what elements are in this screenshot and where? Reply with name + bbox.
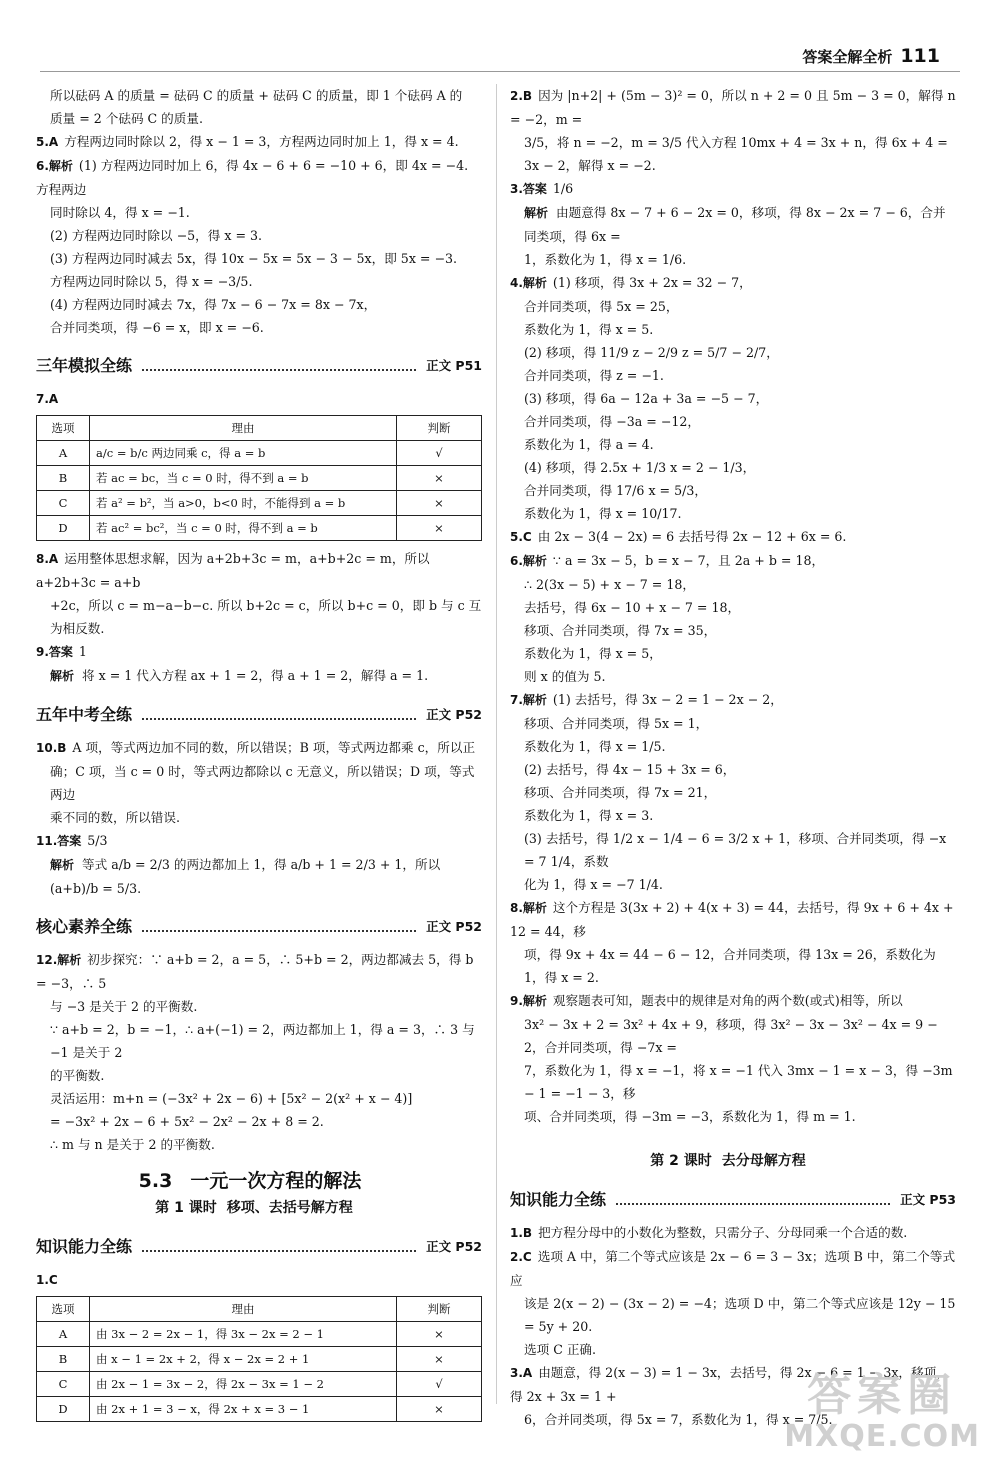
text-line: 6，合并同类项，得 5x = 7，系数化为 1，得 x = 7/5. [524, 1412, 833, 1427]
text-line: 项、合并同类项，得 −3m = −3，系数化为 1，得 m = 1. [524, 1109, 856, 1124]
text-line: (4) 移项，得 2.5x + 1/3 x = 2 − 1/3， [524, 460, 756, 475]
text-line: (4) 方程两边同时减去 7x，得 7x − 6 − 7x = 8x − 7x， [50, 297, 377, 312]
text-line: (3) 方程两边同时减去 5x，得 10x − 5x = 5x − 3 − 5x，即 5x = −3. [50, 251, 458, 266]
text-line: 与 −3 是关于 2 的平衡数. [50, 999, 198, 1014]
header-title: 答案全解全析 [802, 48, 893, 66]
watermark: 答案圈 MXQE.COM [784, 1370, 980, 1454]
answer-10: 10.B A 项，等式两边加不同的数，所以错误；B 项，等式两边都乘 c，所以正 [36, 740, 476, 755]
lesson-heading: 第 1 课时 移项、去括号解方程 [155, 1200, 353, 1216]
table-row: A 由 3x − 2 = 2x − 1，得 3x − 2x = 2 − 1 × [37, 1322, 482, 1347]
section-heading: 五年中考全练 正文 P52 [36, 705, 482, 724]
text-line: 系数化为 1，得 x = 5. [524, 322, 654, 337]
text-line: ∴ 2(3x − 5) + x − 7 = 18， [524, 577, 695, 592]
text-line: +2c，所以 c = m−a−b−c. 所以 b+2c = c，所以 b+c = 0，即 b 与 c 互为相反数. [50, 598, 482, 636]
text-line: 移项、合并同类项，得 5x = 1， [524, 716, 709, 731]
text-line: (2) 移项，得 11/9 z − 2/9 z = 5/7 − 2/7， [524, 345, 779, 360]
text-line: (2) 去括号，得 4x − 15 + 3x = 6， [524, 762, 736, 777]
text-line: (2) 方程两边同时除以 −5，得 x = 3. [50, 228, 263, 243]
answer-8: 8.A 运用整体思想求解，因为 a+2b+3c = m，a+b+2c = m，所以 a+2b+3c = a+b [36, 551, 430, 590]
answer-3: 3.A 由题意，得 2(x − 3) = 1 − 3x，去括号，得 2x − 6 = 1 − 3x，移项，得 2x + 3x = 1 + [510, 1365, 949, 1404]
text-line: 移项、合并同类项，得 7x = 21， [524, 785, 717, 800]
text-line: 合并同类项，得 −3a = −12， [524, 414, 700, 429]
left-column [36, 84, 482, 1428]
text-line: 则 x 的值为 5. [524, 669, 606, 684]
answer-8: 8.解析 这个方程是 3(3x + 2) + 4(x + 3) = 44，去括号，得 9x + 6 + 4x + 12 = 44，移 [510, 900, 954, 939]
text-line: 乘不同的数，所以错误. [50, 810, 180, 825]
section-heading: 核心素养全练 正文 P52 [36, 917, 482, 936]
text-line: (3) 移项，得 6a − 12a + 3a = −5 − 7， [524, 391, 769, 406]
page-header [802, 45, 940, 67]
text-line: 的平衡数. [50, 1068, 105, 1083]
reason-table-2: 选项 理由 判断 A 由 3x − 2 = 2x − 1，得 3x − 2x = 2 − 1 × B 由 x − 1 = 2x + 2，得 x − 2x = 2 + 1 × C 由 2x − 1 = 3x − 2，得 2x − 3x = 1 − 2 √ D 由 2x + 1 = 3 − x，得 2x + x = 3 − 1 × [36, 1296, 482, 1422]
table-row: D 若 ac² = bc²，当 c = 0 时，得不到 a = b × [37, 516, 482, 541]
right-column [510, 84, 956, 1431]
text-line: 合并同类项，得 z = −1. [524, 368, 664, 383]
column-divider [496, 84, 497, 1404]
page-number: 111 [900, 45, 940, 67]
text-line: 灵活运用：m+n = (−3x² + 2x − 6) + [5x² − 2(x² + x − 4)] [50, 1091, 413, 1106]
text-line: (3) 去括号，得 1/2 x − 1/4 − 6 = 3/2 x + 1，移项、合并同类项，得 −x = 7 1/4，系数 [524, 831, 947, 869]
answer-6: 6.解析 (1) 方程两边同时加上 6，得 4x − 6 + 6 = −10 + 6，即 4x = −4. 方程两边 [36, 158, 469, 197]
answer-5: 5.A 方程两边同时除以 2，得 x − 1 = 3，方程两边同时加上 1，得 x = 4. [36, 134, 459, 149]
text-line: ∵ a+b = 2，b = −1，∴ a+(−1) = 2，两边都加上 1，得 a = 3，∴ 3 与 −1 是关于 2 [50, 1022, 475, 1060]
answer-11: 11.答案 5/3 [36, 833, 108, 848]
answer-7: 7.解析 (1) 去括号，得 3x − 2 = 1 − 2x − 2， [510, 692, 783, 707]
answer-2: 2.B 因为 |n+2| + (5m − 3)² = 0，所以 n + 2 = 0 且 5m − 3 = 0，解得 n = −2，m = [510, 88, 956, 127]
text-line: 质量 = 2 个砝码 C 的质量. [50, 111, 203, 126]
answer-3-analysis: 解析 由题意得 8x − 7 + 6 − 2x = 0，移项，得 8x − 2x = 7 − 6，合并同类项，得 6x = [524, 205, 946, 244]
lesson-heading: 第 2 课时 去分母解方程 [650, 1153, 806, 1169]
text-line: 选项 C 正确. [524, 1342, 597, 1357]
answer-12: 12.解析 初步探究：∵ a+b = 2，a = 5，∴ 5+b = 2，两边都减去 5，得 b = −3，∴ 5 [36, 952, 474, 991]
answer-9-analysis: 解析 将 x = 1 代入方程 ax + 1 = 2，得 a + 1 = 2，解得 a = 1. [50, 668, 429, 683]
header-rule [40, 71, 960, 72]
table-row: B 由 x − 1 = 2x + 2，得 x − 2x = 2 + 1 × [37, 1347, 482, 1372]
answer-6: 6.解析 ∵ a = 3x − 5，b = x − 7，且 2a + b = 18， [510, 553, 825, 568]
chapter-heading: 5.3 一元一次方程的解法 [138, 1170, 362, 1192]
answer-9: 9.解析 观察题表可知，题表中的规律是对角的两个数(或式)相等，所以 [510, 993, 903, 1008]
reason-table-1: 选项 理由 判断 A a/c = b/c 两边同乘 c，得 a = b √ B 若 ac = bc，当 c = 0 时，得不到 a = b × C 若 a² = b²，当 a>0，b<0 时，不能得到 a = b × D 若 ac² = bc²，当 c = 0 时，得不到 a = b × [36, 415, 482, 541]
section-heading: 知识能力全练 正文 P52 [36, 1237, 482, 1256]
text-line: 合并同类项，得 5x = 25， [524, 299, 679, 314]
text-line: 系数化为 1，得 x = 3. [524, 808, 654, 823]
answer-11-analysis: 解析 等式 a/b = 2/3 的两边都加上 1，得 a/b + 1 = 2/3 + 1，所以 (a+b)/b = 5/3. [50, 857, 441, 896]
text-line: 3x² − 3x + 2 = 3x² + 4x + 9，移项，得 3x² − 3x − 3x² − 4x = 9 − 2，合并同类项，得 −7x = [524, 1017, 938, 1055]
text-line: 3/5，将 n = −2，m = 3/5 代入方程 10mx + 4 = 3x + n，得 6x + 4 = 3x − 2，解得 x = −2. [524, 135, 948, 173]
text-line: ∴ m 与 n 是关于 2 的平衡数. [50, 1137, 215, 1152]
text-line: 确；C 项，当 c = 0 时，等式两边都除以 c 无意义，所以错误；D 项，等式两边 [50, 764, 475, 802]
text-line: 项，得 9x + 4x = 44 − 6 − 12，合并同类项，得 13x = 26，系数化为 1，得 x = 2. [524, 947, 936, 985]
answer-4: 4.解析 (1) 移项，得 3x + 2x = 32 − 7， [510, 275, 752, 290]
text-line: 系数化为 1，得 x = 10/17. [524, 506, 682, 521]
answer-1: 1.C [36, 1273, 58, 1287]
section-heading: 三年模拟全练 正文 P51 [36, 356, 482, 375]
text-line: 移项、合并同类项，得 7x = 35， [524, 623, 717, 638]
text-line: 系数化为 1，得 x = 1/5. [524, 739, 666, 754]
answer-1: 1.B 把方程分母中的小数化为整数，只需分子、分母同乘一个合适的数. [510, 1225, 908, 1240]
text-line: 合并同类项，得 −6 = x，即 x = −6. [50, 320, 264, 335]
answer-9: 9.答案 1 [36, 644, 87, 659]
text-line: 同时除以 4，得 x = −1. [50, 205, 190, 220]
section-heading: 知识能力全练 正文 P53 [510, 1190, 956, 1209]
table-row: A a/c = b/c 两边同乘 c，得 a = b √ [37, 441, 482, 466]
text-line: 1，系数化为 1，得 x = 1/6. [524, 252, 687, 267]
table-row: D 由 2x + 1 = 3 − x，得 2x + x = 3 − 1 × [37, 1397, 482, 1422]
text-line: 系数化为 1，得 a = 4. [524, 437, 654, 452]
text-line: 合并同类项，得 17/6 x = 5/3， [524, 483, 707, 498]
text-line: 方程两边同时除以 5，得 x = −3/5. [50, 274, 253, 289]
text-line: 系数化为 1，得 x = 5， [524, 646, 662, 661]
text-line: 化为 1，得 x = −7 1/4. [524, 877, 663, 892]
answer-7: 7.A [36, 392, 59, 406]
text-line: 该是 2(x − 2) − (3x − 2) = −4；选项 D 中，第二个等式应该是 12y − 15 = 5y + 20. [524, 1296, 956, 1334]
text-line: 7，系数化为 1，得 x = −1，将 x = −1 代入 3mx − 1 = x − 3，得 −3m − 1 = −1 − 3，移 [524, 1063, 953, 1101]
table-row: C 若 a² = b²，当 a>0，b<0 时，不能得到 a = b × [37, 491, 482, 516]
table-row: C 由 2x − 1 = 3x − 2，得 2x − 3x = 1 − 2 √ [37, 1372, 482, 1397]
text-line: 所以砝码 A 的质量 = 砝码 C 的质量 + 砝码 C 的质量，即 1 个砝码 A 的 [50, 88, 463, 103]
table-row: B 若 ac = bc，当 c = 0 时，得不到 a = b × [37, 466, 482, 491]
answer-2: 2.C 选项 A 中，第二个等式应该是 2x − 6 = 3 − 3x；选项 B 中，第二个等式应 [510, 1249, 956, 1288]
answer-3: 3.答案 1/6 [510, 181, 574, 196]
text-line: 去括号，得 6x − 10 + x − 7 = 18， [524, 600, 741, 615]
text-line: = −3x² + 2x − 6 + 5x² − 2x² − 2x + 8 = 2. [50, 1114, 324, 1129]
answer-5: 5.C 由 2x − 3(4 − 2x) = 6 去括号得 2x − 12 + 6x = 6. [510, 529, 847, 544]
